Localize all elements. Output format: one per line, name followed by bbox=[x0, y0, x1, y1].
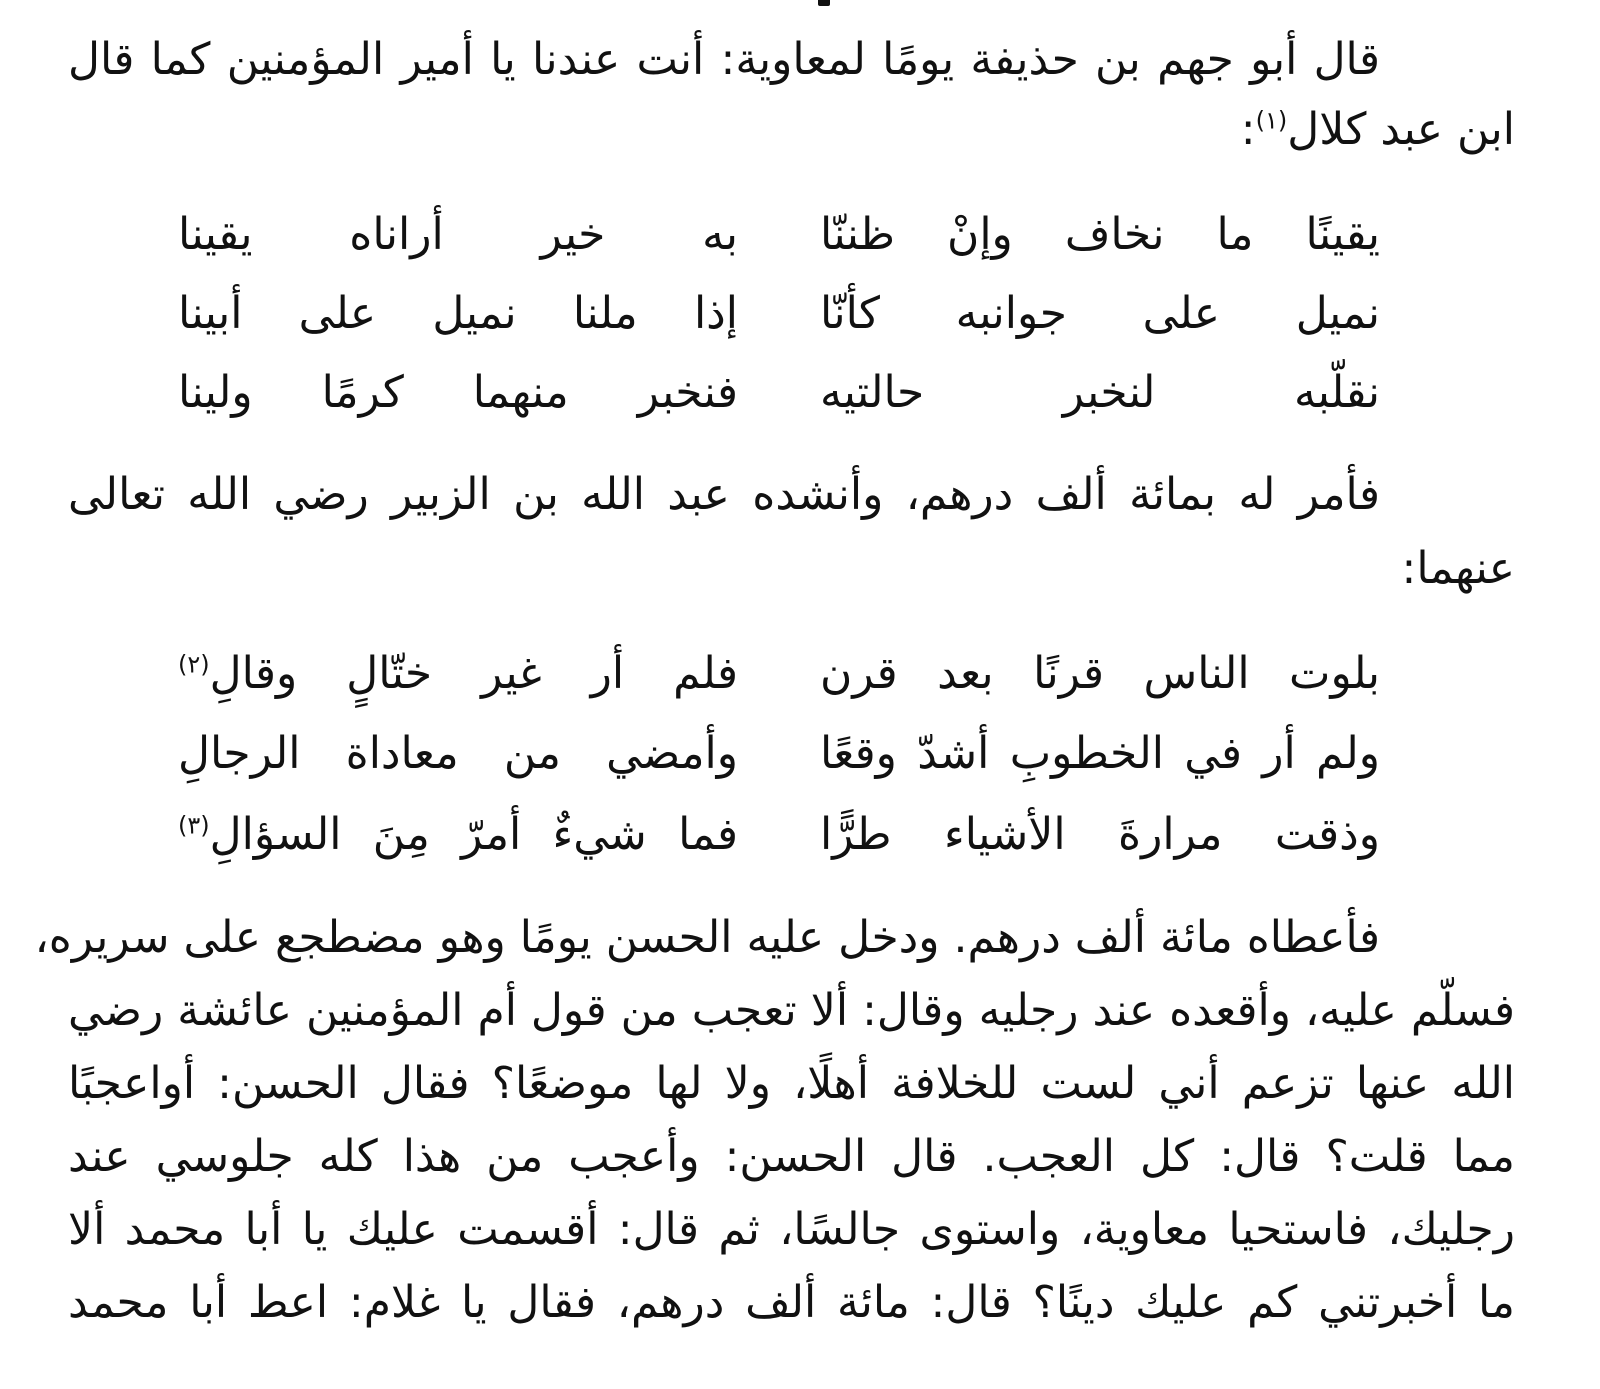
speaker-name: ابن عبد كلال bbox=[1287, 104, 1515, 155]
poem-2-verse-1-first: بلوت الناس قرنًا بعد قرن bbox=[820, 648, 1380, 699]
paragraph-3-line-5: رجليك، فاستحيا معاوية، واستوى جالسًا، ثم قال: أقسمت عليك يا أبا محمد ألا bbox=[68, 1204, 1515, 1255]
paragraph-2-line-2: عنهما: bbox=[1401, 543, 1515, 594]
paragraph-3-line-2: فسلّم عليه، وأقعده عند رجليه وقال: ألا تعجب من قول أم المؤمنين عائشة رضي bbox=[68, 985, 1515, 1036]
hemistich-text: فما شيءٌ أمرّ مِنَ السؤالِ bbox=[209, 809, 738, 860]
paragraph-2-line-1: فأمر له بمائة ألف درهم، وأنشده عبد الله بن الزبير رضي الله تعالى bbox=[68, 469, 1380, 520]
poem-1-verse-1-second: به خير أراناه يقينا bbox=[178, 209, 738, 260]
paragraph-1-line-1: قال أبو جهم بن حذيفة يومًا لمعاوية: أنت عندنا يا أمير المؤمنين كما قال bbox=[68, 34, 1380, 85]
paragraph-3-line-6: ما أخبرتني كم عليك دينًا؟ قال: مائة ألف درهم، فقال يا غلام: اعط أبا محمد bbox=[68, 1277, 1515, 1328]
poem-1-verse-1-first: يقينًا ما نخاف وإنْ ظننّا bbox=[820, 209, 1380, 260]
poem-2-verse-2-first: ولم أر في الخطوبِ أشدّ وقعًا bbox=[820, 728, 1380, 779]
poem-1-verse-3-first: نقلّبه لنخبر حالتيه bbox=[820, 367, 1380, 418]
poem-2-verse-3-second bbox=[178, 803, 738, 867]
poem-2-verse-1-second bbox=[178, 642, 738, 706]
poem-1-verse-3-second: فنخبر منهما كرمًا ولينا bbox=[178, 367, 738, 418]
paragraph-1-line-2 bbox=[1241, 98, 1515, 162]
footnote-marker-1: (١) bbox=[1255, 106, 1288, 135]
colon: : bbox=[1240, 104, 1256, 155]
paragraph-3-line-3: الله عنها تزعم أني لست للخلافة أهلًا، ولا لها موضعًا؟ فقال الحسن: أواعجبًا bbox=[68, 1058, 1515, 1109]
poem-1-verse-2-second: إذا ملنا نميل على أبينا bbox=[178, 288, 738, 339]
poem-1-verse-2-first: نميل على جوانبه كأنّا bbox=[820, 288, 1380, 339]
poem-2-verse-3-first: وذقت مرارةَ الأشياء طرًّا bbox=[820, 809, 1380, 860]
footnote-marker-2: (٢) bbox=[178, 650, 210, 679]
top-ink-mark bbox=[818, 0, 830, 6]
poem-2-verse-2-second: وأمضي من معاداة الرجالِ bbox=[178, 728, 738, 779]
footnote-marker-3: (٣) bbox=[178, 811, 210, 840]
paragraph-3-line-4: مما قلت؟ قال: كل العجب. قال الحسن: وأعجب من هذا كله جلوسي عند bbox=[68, 1131, 1515, 1182]
paragraph-3-line-1: فأعطاه مائة ألف درهم. ودخل عليه الحسن يومًا وهو مضطجع على سريره، bbox=[34, 912, 1380, 963]
hemistich-text: فلم أر غير ختّالٍ وقالِ bbox=[209, 648, 738, 699]
